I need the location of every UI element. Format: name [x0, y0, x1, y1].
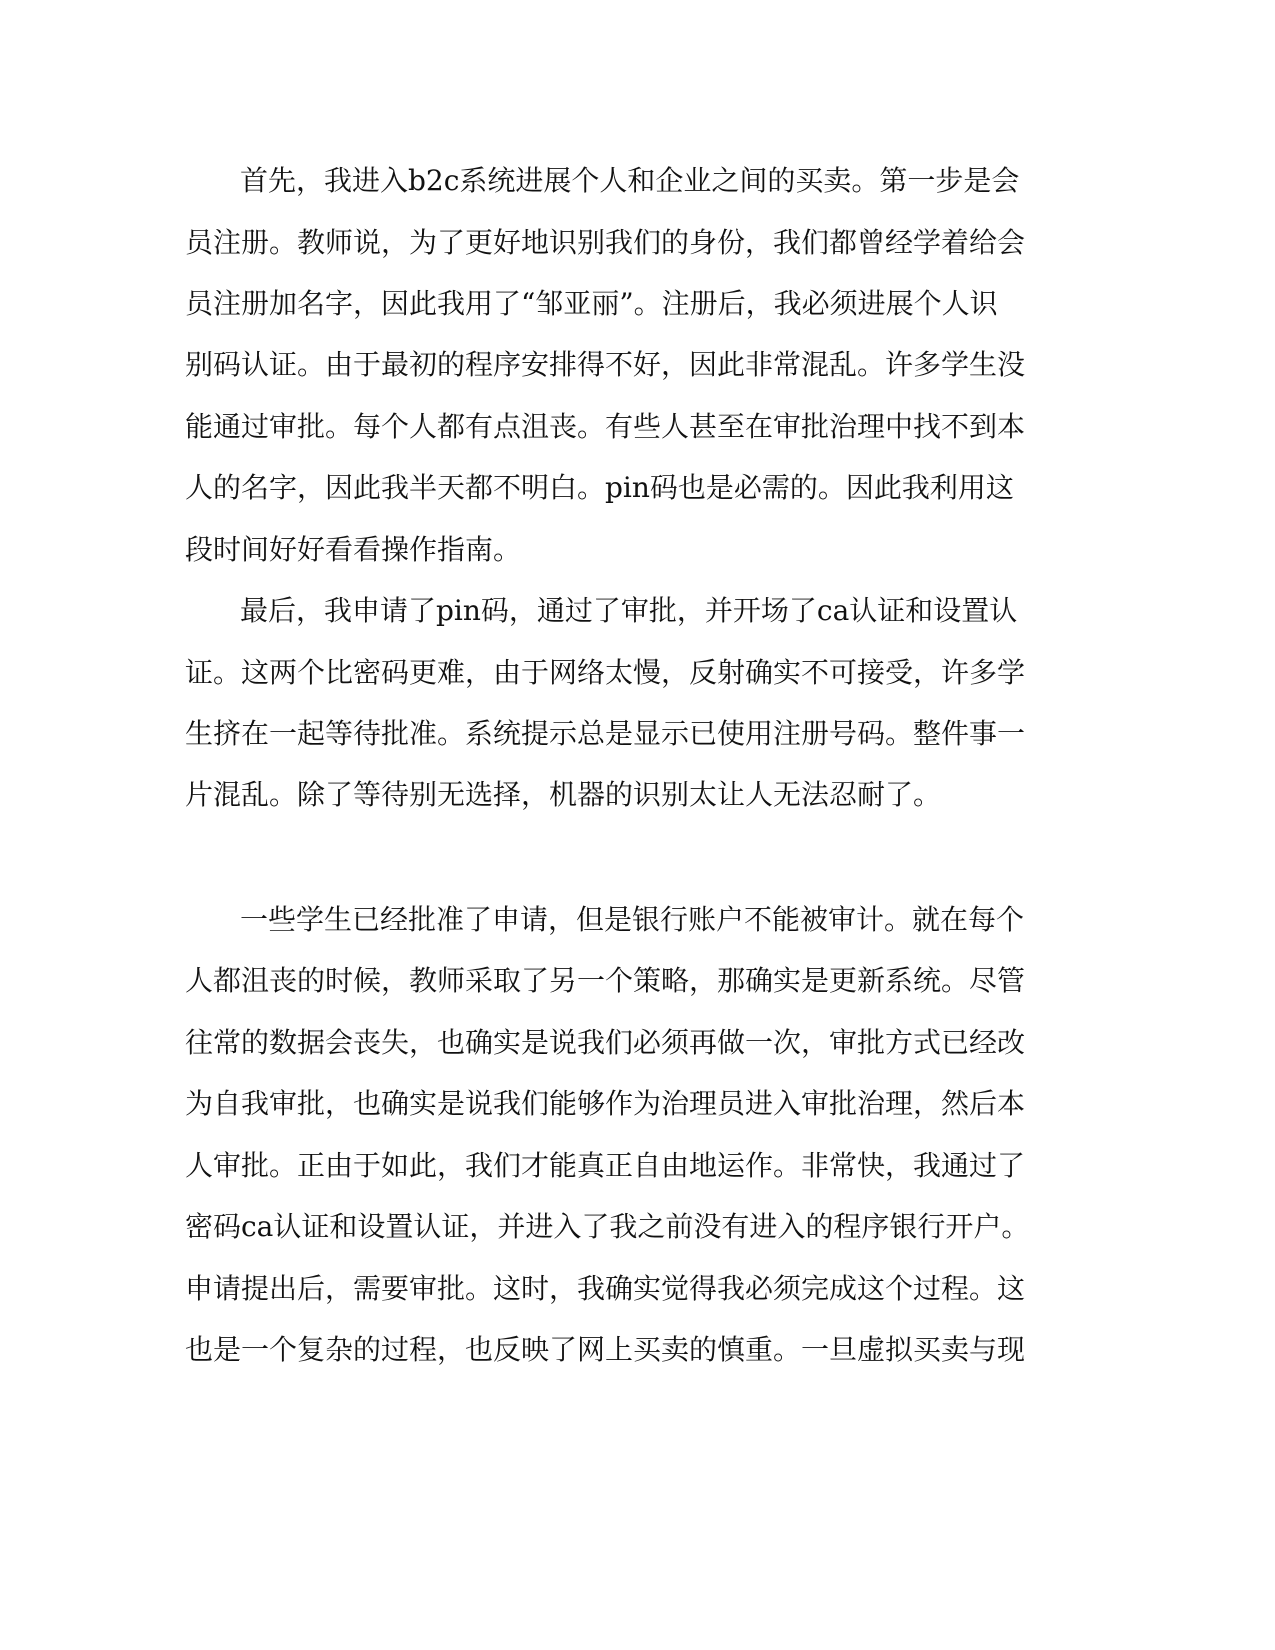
text-line: 一些学生已经批准了申请，但是银行账户不能被审计。就在每个 — [240, 903, 1025, 936]
text-line: 往常的数据会丧失，也确实是说我们必须再做一次，审批方式已经改 — [185, 1026, 1026, 1059]
text-line: 首先，我进入b2c系统进展个人和企业之间的买卖。第一步是会 — [240, 164, 1020, 197]
text-line: 段时间好好看看操作指南。 — [185, 533, 522, 566]
text-line: 申请提出后，需要审批。这时，我确实觉得我必须完成这个过程。这 — [185, 1272, 1026, 1305]
text-line: 也是一个复杂的过程，也反映了网上买卖的慎重。一旦虚拟买卖与现 — [185, 1333, 1026, 1366]
text-line: 员注册加名字，因此我用了“邹亚丽”。注册后，我必须进展个人识 — [185, 287, 998, 320]
text-line: 别码认证。由于最初的程序安排得不好，因此非常混乱。许多学生没 — [185, 348, 1026, 381]
text-line: 证。这两个比密码更难，由于网络太慢，反射确实不可接受，许多学 — [185, 656, 1026, 689]
text-line: 人审批。正由于如此，我们才能真正自由地运作。非常快，我通过了 — [185, 1149, 1026, 1182]
text-line: 能通过审批。每个人都有点沮丧。有些人甚至在审批治理中找不到本 — [185, 410, 1026, 443]
text-line: 最后，我申请了pin码，通过了审批，并开场了ca认证和设置认 — [240, 594, 1018, 627]
text-line: 片混乱。除了等待别无选择，机器的识别太让人无法忍耐了。 — [185, 778, 942, 811]
text-line: 人都沮丧的时候，教师采取了另一个策略，那确实是更新系统。尽管 — [185, 964, 1026, 997]
text-line: 密码ca认证和设置认证，并进入了我之前没有进入的程序银行开户。 — [185, 1210, 1030, 1243]
text-line: 为自我审批，也确实是说我们能够作为治理员进入审批治理，然后本 — [185, 1087, 1026, 1120]
text-line: 生挤在一起等待批准。系统提示总是显示已使用注册号码。整件事一 — [185, 717, 1026, 750]
text-line: 员注册。教师说，为了更好地识别我们的身份，我们都曾经学着给会 — [185, 226, 1026, 259]
text-line: 人的名字，因此我半天都不明白。pin码也是必需的。因此我利用这 — [185, 471, 1014, 504]
